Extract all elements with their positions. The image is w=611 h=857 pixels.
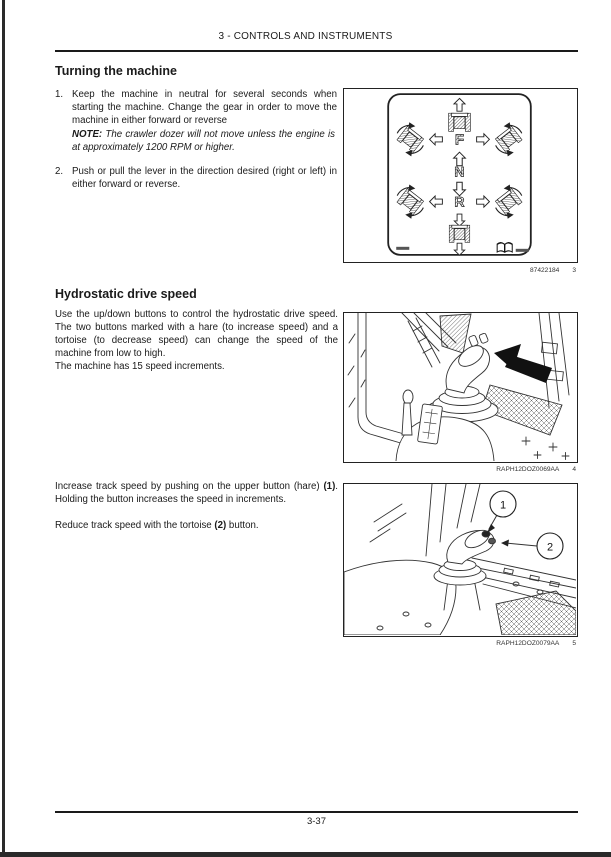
increase-text-2: . Holding the button increases the speed in increments. (55, 481, 338, 505)
speed-button-upper (468, 335, 478, 347)
gear-letter-forward: F (454, 131, 465, 149)
cab-frame-lines (426, 484, 446, 556)
cab-window-frame (358, 313, 404, 444)
figure-3-number: 3 (572, 267, 576, 274)
list-item-2-text: Push or pull the lever in the direction desired (right or left) in either forward or reverse. (72, 166, 337, 190)
callout-ref-1: (1) (323, 481, 336, 492)
rail-lines (539, 313, 569, 407)
note-block (72, 128, 335, 154)
list-item-1 (55, 88, 337, 127)
figure-4-caption (343, 466, 578, 473)
figure-5-ref: RAPH12DOZ0079AA (496, 640, 560, 647)
gear-letter-reverse: R (454, 193, 465, 210)
list-item-2-number: 2. (55, 166, 64, 177)
tortoise-button (489, 538, 496, 544)
callout-ref-2: (2) (214, 520, 227, 531)
figure-4-ref: RAPH12DOZ0069AA (496, 466, 560, 473)
list-item-2 (55, 165, 337, 191)
shaded-panel (440, 314, 471, 353)
window-reflections (370, 504, 406, 542)
list-item-1-text: Keep the machine in neutral for several seconds when starting the machine. Change the gear in order to move the machine in either forward or reverse (72, 89, 337, 126)
page-number: 3-37 (306, 816, 326, 827)
joystick-arrow-drawing (344, 313, 576, 461)
reduce-text-2: button. (226, 520, 259, 531)
reduce-speed-paragraph (55, 519, 338, 532)
header-rule (55, 50, 578, 52)
note-label: NOTE: (72, 129, 103, 140)
speed-button-lower (479, 333, 489, 344)
shift-decal-drawing (344, 89, 575, 260)
page-header: 3 - CONTROLS AND INSTRUMENTS (218, 31, 393, 42)
figure-5-number: 5 (572, 640, 576, 647)
floor-marks (522, 437, 569, 460)
figure-4-number: 4 (572, 466, 576, 473)
mesh-panel (496, 591, 576, 635)
figure-3-ref: 87422184 (529, 267, 560, 274)
joystick-callout-drawing (344, 484, 576, 635)
callout-1-number: 1 (499, 499, 507, 512)
dozer-reverse-icon (449, 225, 469, 242)
callout-1-badge (490, 491, 516, 517)
hydrostatic-paragraph: Use the up/down buttons to control the hydrostatic drive speed. The two buttons marked with a hare (to increase speed) and a tortoise (to decrease speed) can change the speed of the machine from low to high. (55, 309, 338, 359)
increase-speed-paragraph (55, 480, 338, 506)
callout-1-arrowhead (487, 524, 495, 533)
hare-button (482, 531, 490, 537)
footer-rule (55, 811, 578, 813)
figure-joystick-buttons (343, 312, 578, 463)
decal-part-code (396, 247, 409, 250)
page-left-edge (2, 0, 5, 857)
callout-2-arrowhead (501, 540, 509, 547)
dozer-forward-icon (449, 113, 471, 131)
gear-letter-neutral: N (454, 163, 465, 180)
callout-2-number: 2 (546, 541, 554, 554)
figure-shift-decal (343, 88, 578, 263)
callout-2-badge (537, 533, 563, 559)
figure-5-caption (343, 640, 578, 647)
reduce-text: Reduce track speed with the tortoise (55, 520, 215, 531)
note-text: The crawler dozer will not move unless the engine is at approximately 1200 RPM or higher. (72, 129, 335, 153)
lever-knob (403, 390, 413, 404)
figure-3-caption (343, 267, 578, 274)
section-title-turning: Turning the machine (55, 64, 177, 78)
increase-text: Increase track speed by pushing on the upper button (hare) (55, 481, 324, 492)
page-bottom-edge (0, 852, 611, 857)
section-title-hydrostatic: Hydrostatic drive speed (55, 287, 197, 301)
list-item-1-number: 1. (55, 89, 64, 100)
hydrostatic-paragraph-2: The machine has 15 speed increments. (55, 361, 225, 372)
figure-joystick-callouts (343, 483, 578, 637)
